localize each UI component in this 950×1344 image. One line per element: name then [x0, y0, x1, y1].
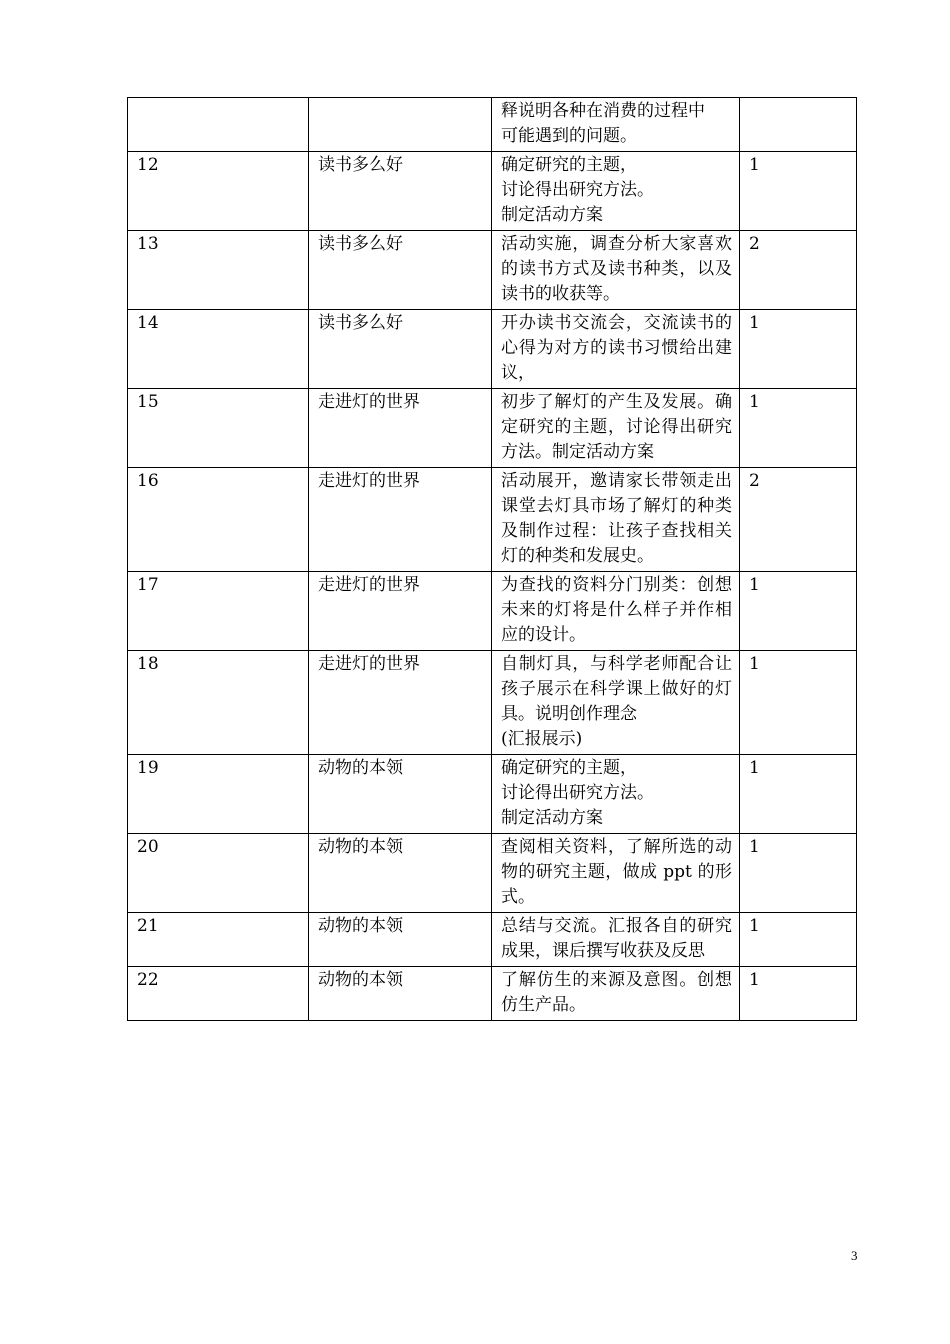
lesson-number-cell: 14 — [128, 310, 309, 389]
table-row — [128, 755, 857, 834]
topic-cell — [309, 98, 492, 152]
class-hours-cell — [740, 98, 857, 152]
lesson-number-cell: 22 — [128, 967, 309, 1021]
class-hours-cell: 1 — [740, 913, 857, 967]
activity-content-cell: 总结与交流。汇报各自的研究成果，课后撰写收获及反思 — [492, 913, 740, 967]
class-hours-cell: 1 — [740, 651, 857, 755]
table-row — [128, 572, 857, 651]
topic-cell: 动物的本领 — [309, 834, 492, 913]
activity-plan-table-body — [128, 98, 857, 1021]
lesson-number-cell: 15 — [128, 389, 309, 468]
topic-cell: 动物的本领 — [309, 755, 492, 834]
topic-cell: 走进灯的世界 — [309, 572, 492, 651]
lesson-number-cell: 12 — [128, 152, 309, 231]
table-row — [128, 834, 857, 913]
class-hours-cell: 1 — [740, 389, 857, 468]
activity-content-cell: 释说明各种在消费的过程中 可能遇到的问题。 — [492, 98, 740, 152]
lesson-number-cell: 21 — [128, 913, 309, 967]
activity-content-cell: 开办读书交流会，交流读书的心得为对方的读书习惯给出建议， — [492, 310, 740, 389]
topic-cell: 走进灯的世界 — [309, 389, 492, 468]
activity-content-cell: 活动展开，邀请家长带领走出课堂去灯具市场了解灯的种类及制作过程：让孩子查找相关灯的种类和发展史。 — [492, 468, 740, 572]
activity-content-cell: 初步了解灯的产生及发展。确定研究的主题，讨论得出研究方法。制定活动方案 — [492, 389, 740, 468]
activity-content-cell: 了解仿生的来源及意图。创想仿生产品。 — [492, 967, 740, 1021]
activity-content-cell: 活动实施，调查分析大家喜欢的读书方式及读书种类，以及读书的收获等。 — [492, 231, 740, 310]
table-row — [128, 967, 857, 1021]
lesson-number-cell: 20 — [128, 834, 309, 913]
page-number: 3 — [851, 1248, 858, 1263]
activity-content-cell: 为查找的资料分门别类：创想未来的灯将是什么样子并作相应的设计。 — [492, 572, 740, 651]
class-hours-cell: 1 — [740, 967, 857, 1021]
class-hours-cell: 2 — [740, 231, 857, 310]
activity-content-cell: 确定研究的主题， 讨论得出研究方法。 制定活动方案 — [492, 152, 740, 231]
class-hours-cell: 1 — [740, 310, 857, 389]
class-hours-cell: 1 — [740, 834, 857, 913]
topic-cell: 读书多么好 — [309, 310, 492, 389]
class-hours-cell: 1 — [740, 755, 857, 834]
topic-cell: 读书多么好 — [309, 231, 492, 310]
table-row — [128, 231, 857, 310]
table-row — [128, 651, 857, 755]
table-row — [128, 98, 857, 152]
table-row — [128, 913, 857, 967]
table-row — [128, 389, 857, 468]
activity-content-cell: 确定研究的主题， 讨论得出研究方法。 制定活动方案 — [492, 755, 740, 834]
table-row — [128, 152, 857, 231]
table-row — [128, 310, 857, 389]
table-row — [128, 468, 857, 572]
class-hours-cell: 1 — [740, 152, 857, 231]
class-hours-cell: 2 — [740, 468, 857, 572]
lesson-number-cell: 16 — [128, 468, 309, 572]
lesson-number-cell: 19 — [128, 755, 309, 834]
topic-cell: 走进灯的世界 — [309, 651, 492, 755]
topic-cell: 动物的本领 — [309, 913, 492, 967]
lesson-number-cell — [128, 98, 309, 152]
class-hours-cell: 1 — [740, 572, 857, 651]
activity-plan-table — [127, 97, 857, 1021]
topic-cell: 走进灯的世界 — [309, 468, 492, 572]
lesson-number-cell: 17 — [128, 572, 309, 651]
activity-content-cell: 查阅相关资料，了解所选的动物的研究主题，做成 ppt 的形式。 — [492, 834, 740, 913]
topic-cell: 动物的本领 — [309, 967, 492, 1021]
activity-content-cell: 自制灯具，与科学老师配合让孩子展示在科学课上做好的灯具。说明创作理念 (汇报展示) — [492, 651, 740, 755]
topic-cell: 读书多么好 — [309, 152, 492, 231]
lesson-number-cell: 13 — [128, 231, 309, 310]
lesson-number-cell: 18 — [128, 651, 309, 755]
